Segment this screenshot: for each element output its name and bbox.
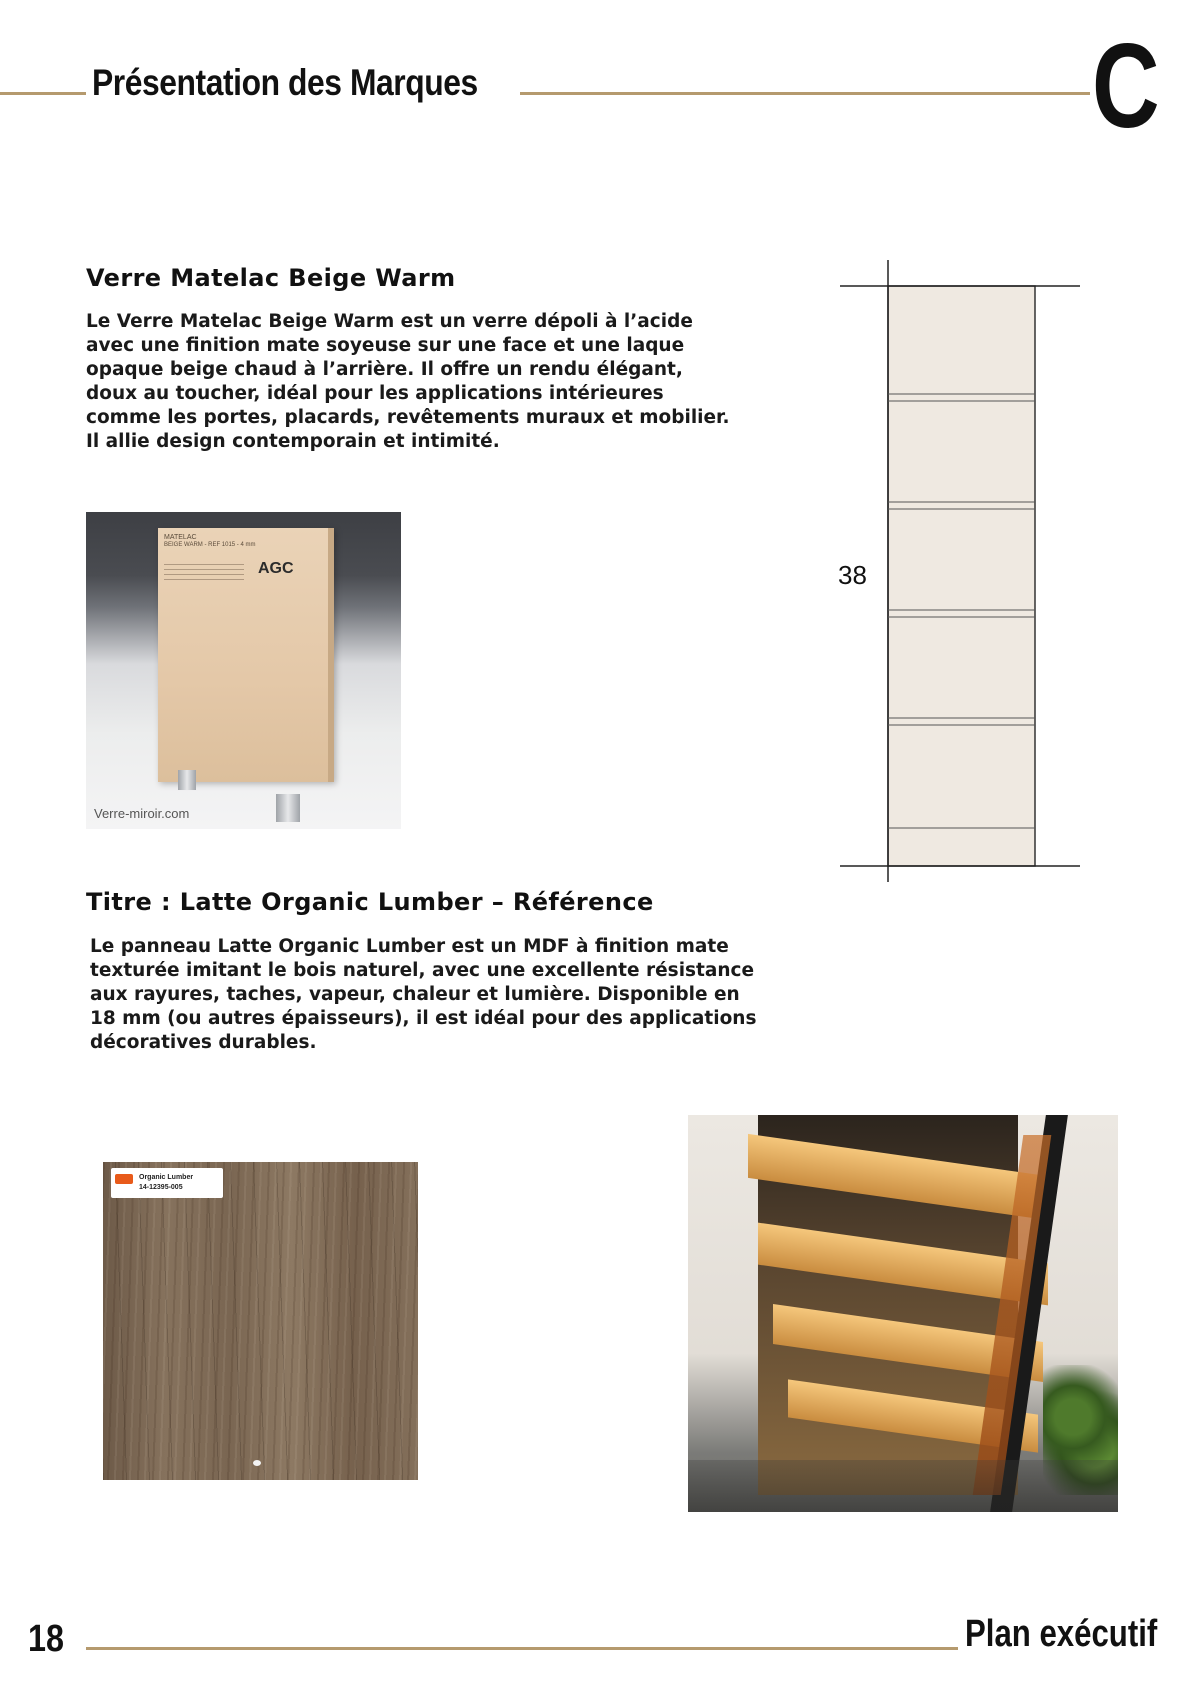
glass-clip-right bbox=[276, 794, 300, 822]
drawing-panel bbox=[888, 286, 1035, 866]
glass-clip-left bbox=[178, 770, 196, 790]
section-title-latte: Titre : Latte Organic Lumber – Référence bbox=[86, 888, 654, 916]
header-rule-right bbox=[520, 92, 1090, 95]
header-rule-left bbox=[0, 92, 86, 95]
sample-tag-name: Organic Lumber bbox=[139, 1174, 194, 1181]
footer-title: Plan exécutif bbox=[965, 1613, 1158, 1655]
verre-sample-photo bbox=[86, 512, 401, 829]
latte-sample-photo bbox=[103, 1162, 418, 1480]
agc-logo: AGC bbox=[258, 560, 294, 577]
shelving-render-photo bbox=[688, 1115, 1118, 1512]
section-body-latte: Le panneau Latte Organic Lumber est un MDF à finition mate texturée imitant le bois naturel, avec une excellente résistance aux rayures, taches, vapeur, chaleur et lumière. Disponible en 18 mm (ou autres épaisseurs), il est idéal pour des applications décoratives durables. bbox=[90, 936, 757, 1053]
glass-panel bbox=[158, 528, 334, 782]
sample-tag bbox=[111, 1168, 223, 1198]
sample-ref: BEIGE WARM - REF 1015 - 4 mm bbox=[164, 542, 256, 548]
elevation-drawing bbox=[830, 260, 1090, 885]
section-body-verre: Le Verre Matelac Beige Warm est un verre dépoli à l’acide avec une finition mate soyeuse sur une face et une laque opaque beige chaud à l’arrière. Il offre un rendu élégant, doux au toucher, idéal pour les applications intérieures comme les portes, placards, revêtements muraux et mobilier. Il allie design contemporain et intimité. bbox=[86, 311, 730, 452]
floor-shadow bbox=[688, 1460, 1118, 1512]
photo-watermark: Verre-miroir.com bbox=[94, 806, 190, 821]
page-title: Présentation des Marques bbox=[92, 62, 478, 103]
sample-tag-code: 14-12395-005 bbox=[139, 1184, 183, 1191]
footer-rule bbox=[86, 1647, 958, 1650]
sample-tag-logo bbox=[115, 1174, 133, 1184]
sample-info-lines bbox=[164, 564, 244, 584]
page-number: 18 bbox=[28, 1618, 64, 1660]
sample-brand: MATELAC bbox=[164, 534, 197, 541]
section-title-verre: Verre Matelac Beige Warm bbox=[86, 264, 456, 292]
dimension-label: 38 bbox=[838, 560, 867, 590]
section-letter: C bbox=[1092, 19, 1160, 153]
sample-hole bbox=[253, 1460, 261, 1466]
